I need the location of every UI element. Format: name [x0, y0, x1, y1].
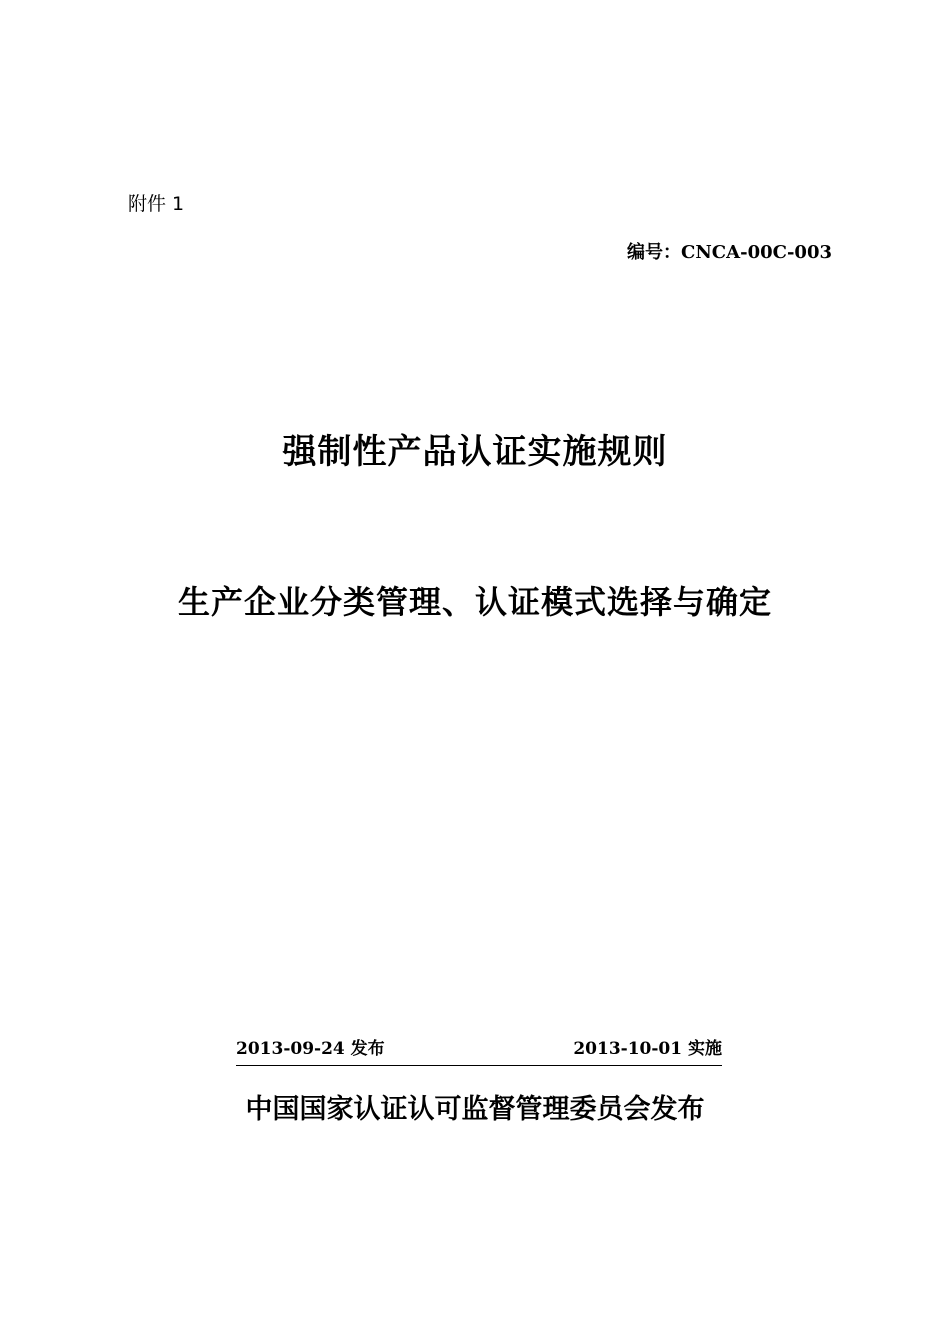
effective-date: 2013-10-01 实施 [573, 1039, 722, 1059]
document-number: 编号：CNCA-00C-003 [627, 242, 832, 263]
document-title: 强制性产品认证实施规则 [282, 432, 668, 472]
publish-date: 2013-09-24 发布 [236, 1039, 385, 1059]
issuing-authority: 中国国家认证认可监督管理委员会发布 [245, 1094, 705, 1125]
attachment-label: 附件 1 [128, 193, 185, 215]
document-subtitle: 生产企业分类管理、认证模式选择与确定 [177, 583, 772, 621]
date-row [236, 1035, 722, 1066]
